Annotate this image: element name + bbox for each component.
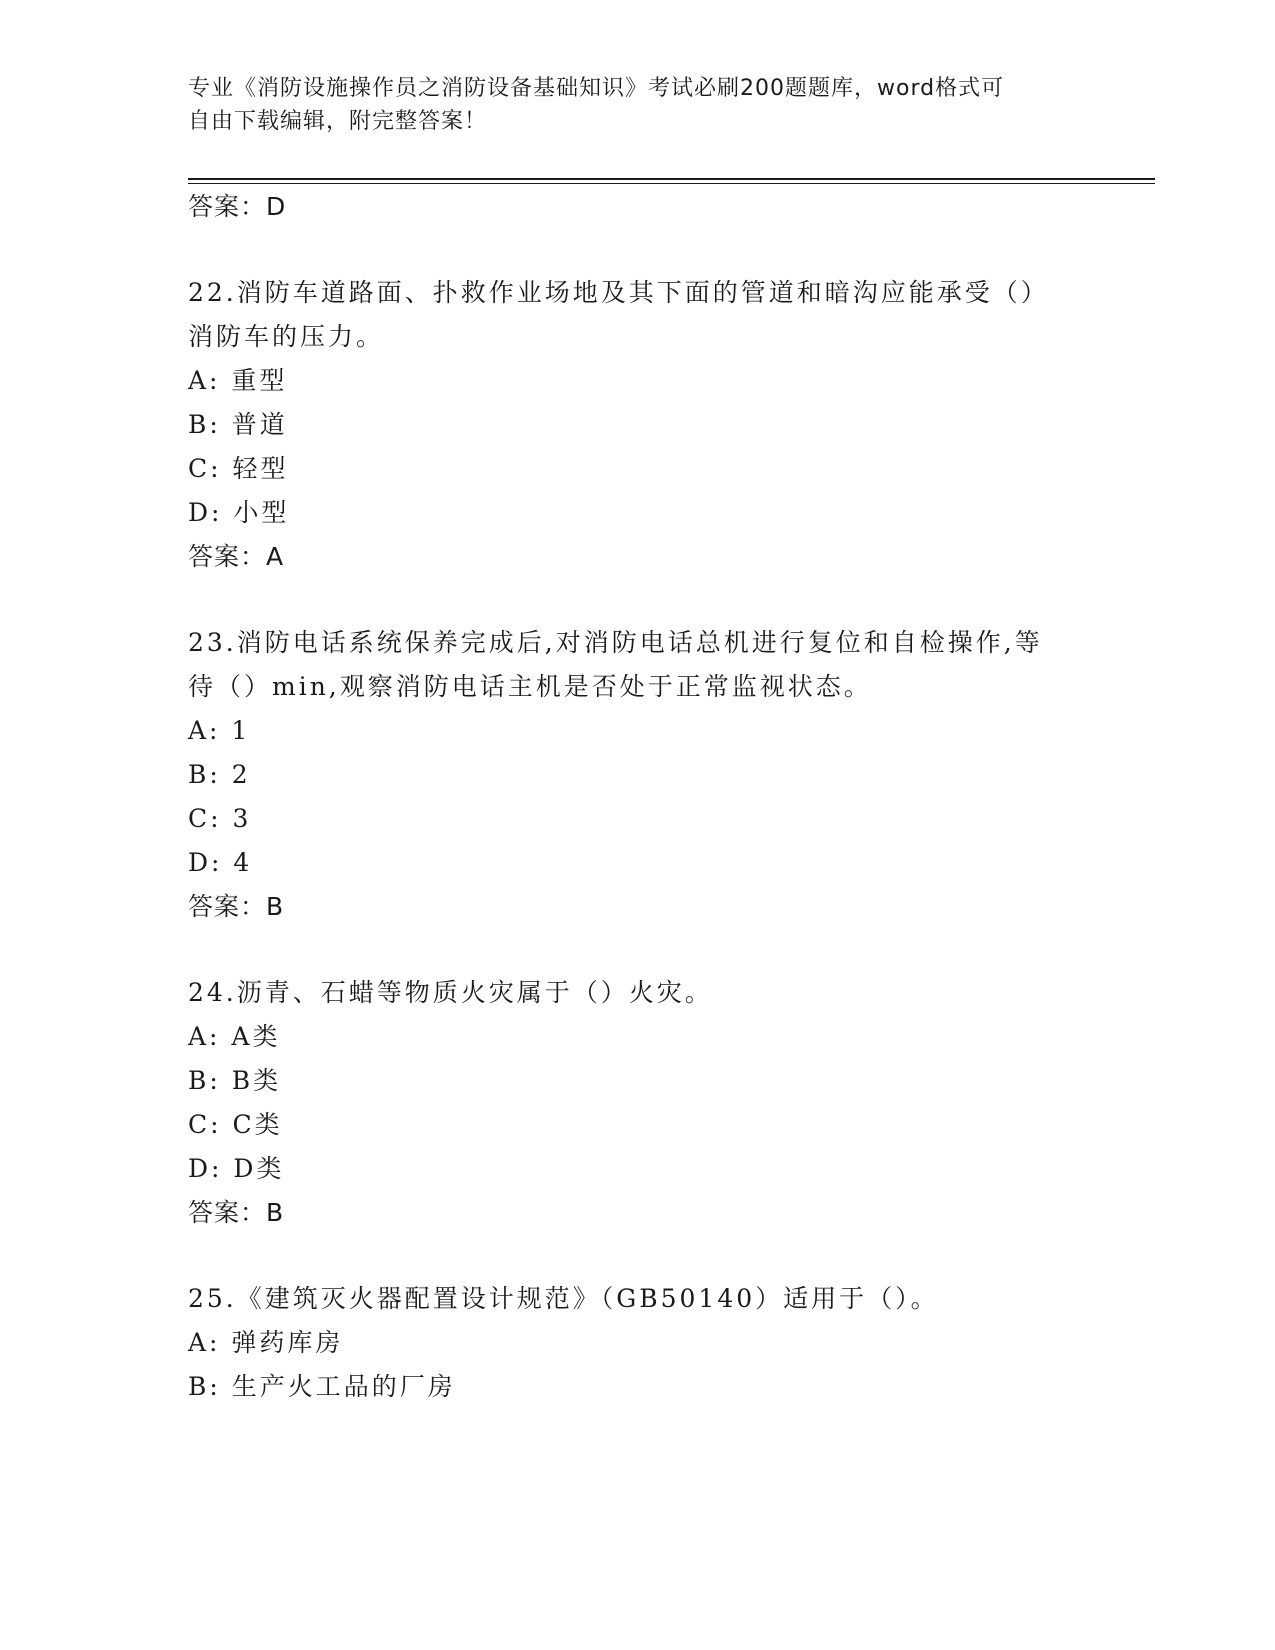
- document-header: [188, 72, 1088, 138]
- header-line-1: 专业《消防设施操作员之消防设备基础知识》考试必刷200题题库，word格式可: [188, 76, 1005, 101]
- option-a: A: 重型: [188, 366, 288, 395]
- option-d: D: 小型: [188, 498, 290, 527]
- option-b: B: 生产火工品的厂房: [188, 1372, 456, 1401]
- option-b: B: B类: [188, 1066, 282, 1095]
- option-d: D: 4: [188, 848, 253, 877]
- question-stem: 23.消防电话系统保养完成后,对消防电话总机进行复位和自检操作,等: [188, 628, 1043, 657]
- question-stem: 24.沥青、石蜡等物质火灾属于（）火灾。: [188, 978, 713, 1007]
- answer: 答案：B: [188, 1198, 285, 1227]
- header-divider-thin: [188, 183, 1155, 184]
- option-c: C: C类: [188, 1110, 283, 1139]
- question-stem-continued: 待（）min,观察消防电话主机是否处于正常监视状态。: [188, 672, 872, 701]
- option-b: B: 2: [188, 760, 251, 789]
- header-divider-thick: [188, 178, 1155, 180]
- question-stem-continued: 消防车的压力。: [188, 322, 385, 351]
- option-a: A: 1: [188, 716, 251, 745]
- option-a: A: 弹药库房: [188, 1328, 344, 1357]
- option-a: A: A类: [188, 1022, 281, 1051]
- option-c: C: 3: [188, 804, 252, 833]
- answer: 答案：A: [188, 542, 285, 571]
- previous-answer: 答案：D: [188, 192, 287, 221]
- option-d: D: D类: [188, 1154, 285, 1183]
- question-stem: 25.《建筑灭火器配置设计规范》（GB50140）适用于（）。: [188, 1284, 939, 1313]
- header-line-2: 自由下载编辑，附完整答案！: [188, 109, 488, 134]
- option-b: B: 普道: [188, 410, 288, 439]
- answer: 答案：B: [188, 892, 285, 921]
- question-stem: 22.消防车道路面、扑救作业场地及其下面的管道和暗沟应能承受（）: [188, 278, 1049, 307]
- option-c: C: 轻型: [188, 454, 289, 483]
